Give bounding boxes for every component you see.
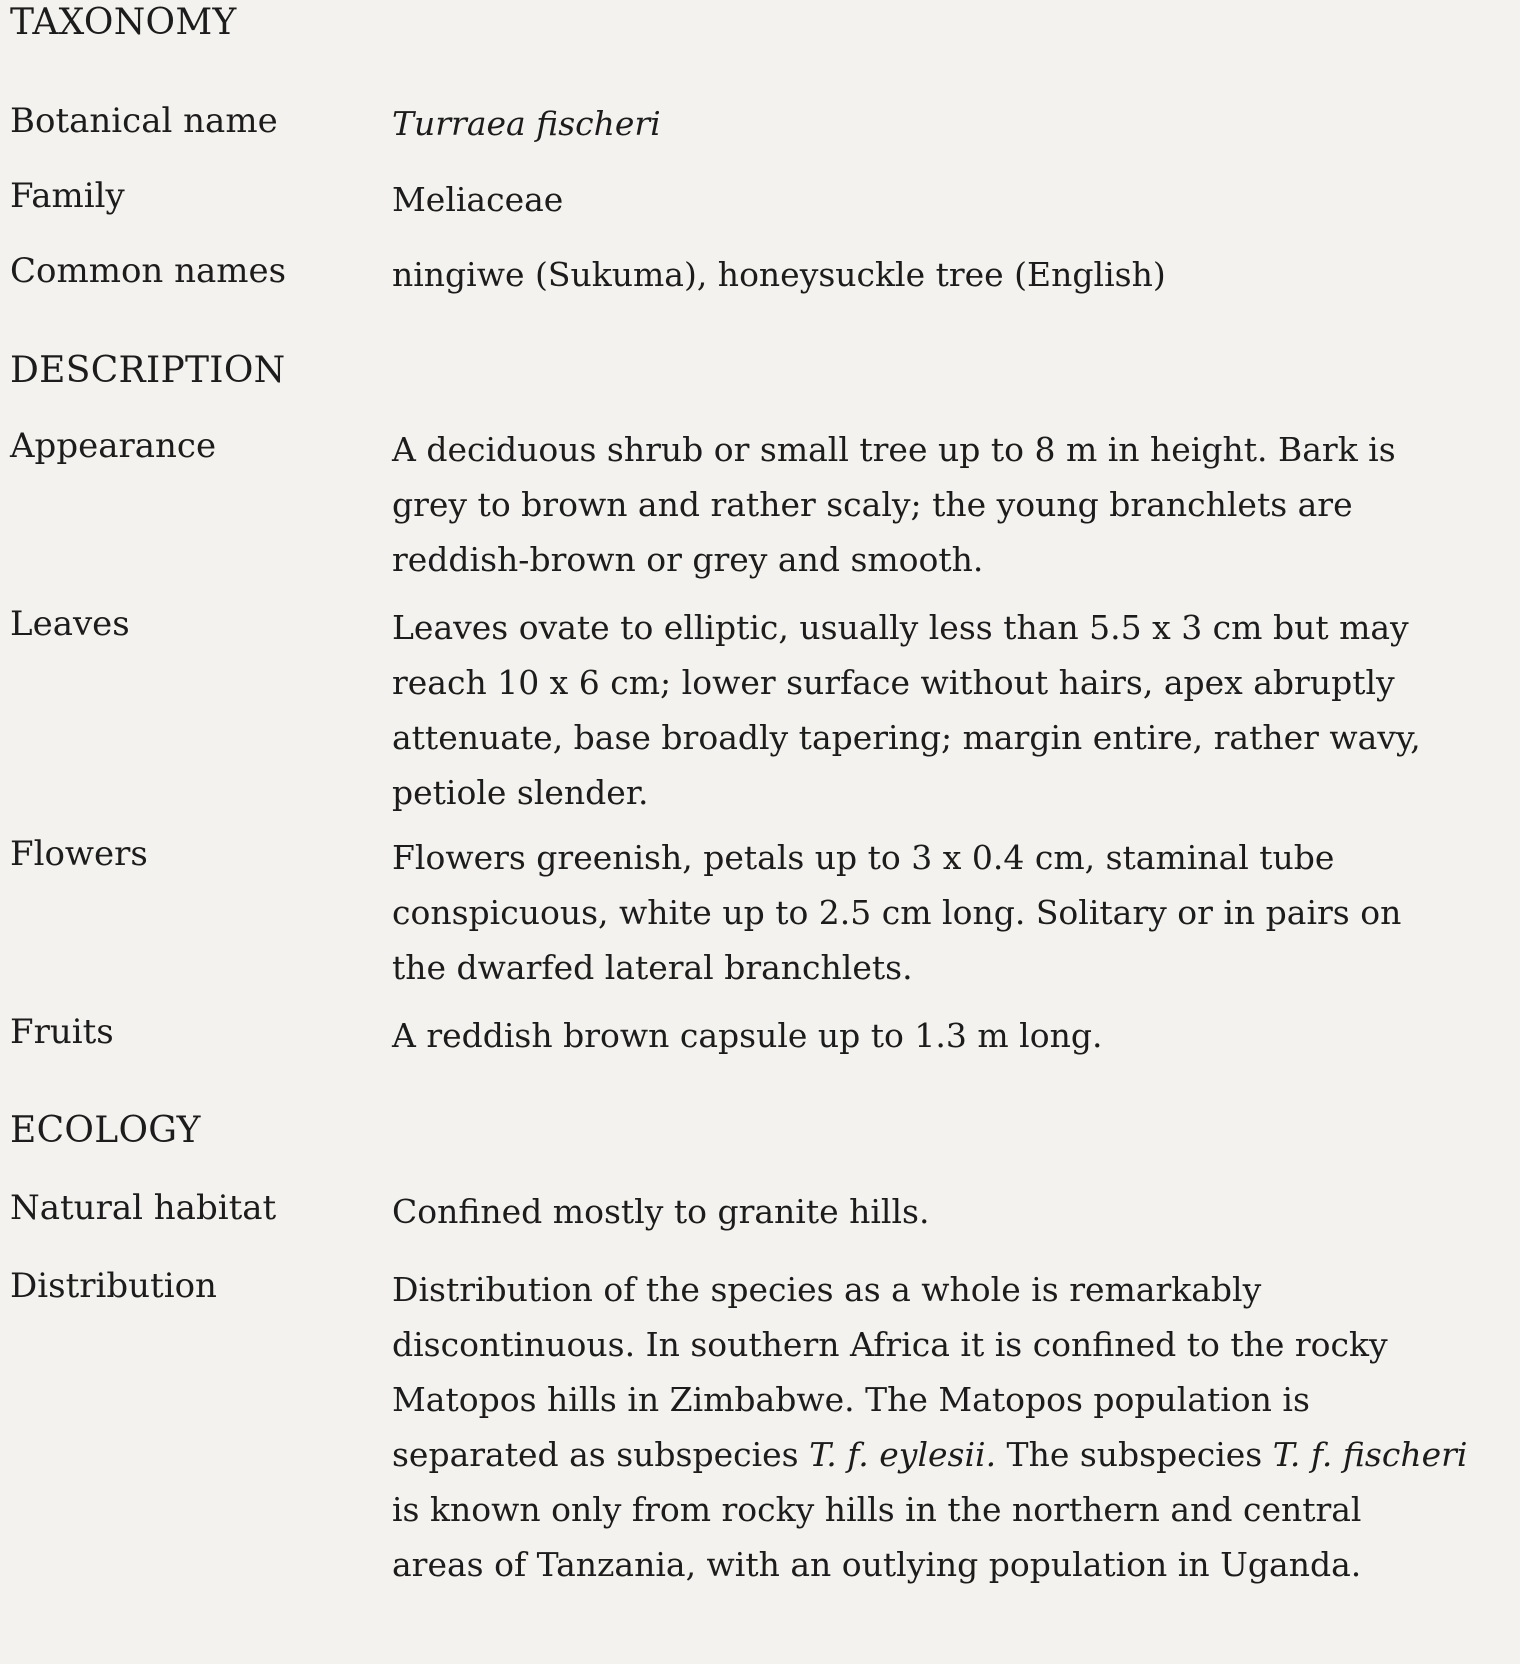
flowers-line: conspicuous, white up to 2.5 cm long. Solitary or in pairs on [392, 893, 1402, 932]
leaves-line: Leaves ovate to elliptic, usually less than 5.5 x 3 cm but may [392, 608, 1409, 647]
distribution-line: areas of Tanzania, with an outlying population in Uganda. [392, 1545, 1362, 1584]
value-appearance [392, 422, 1512, 587]
label-family: Family [10, 176, 125, 216]
value-common-names: ningiwe (Sukuma), honeysuckle tree (English) [392, 255, 1166, 294]
distribution-line: is known only from rocky hills in the northern and central [392, 1490, 1362, 1529]
flowers-line: the dwarfed lateral branchlets. [392, 948, 913, 987]
flowers-line: Flowers greenish, petals up to 3 x 0.4 cm, staminal tube [392, 838, 1335, 877]
label-leaves: Leaves [10, 604, 130, 644]
label-botanical-name: Botanical name [10, 101, 278, 141]
value-family: Meliaceae [392, 180, 564, 219]
appearance-line: grey to brown and rather scaly; the young branchlets are [392, 485, 1353, 524]
section-heading-description: DESCRIPTION [10, 350, 286, 391]
label-natural-habitat: Natural habitat [10, 1188, 277, 1228]
distribution-text: separated as subspecies [392, 1435, 810, 1474]
label-common-names: Common names [10, 251, 287, 291]
subspecies-eylesii: T. f. eylesii. [809, 1435, 997, 1474]
label-distribution: Distribution [10, 1266, 217, 1306]
botanical-name-italic: Turraea fischeri [392, 104, 661, 143]
distribution-line: discontinuous. In southern Africa it is confined to the rocky [392, 1325, 1388, 1364]
section-heading-ecology: ECOLOGY [10, 1110, 201, 1151]
value-natural-habitat: Confined mostly to granite hills. [392, 1192, 930, 1231]
fruits-line: A reddish brown capsule up to 1.3 m long. [392, 1016, 1103, 1055]
appearance-line: reddish-brown or grey and smooth. [392, 540, 984, 579]
label-flowers: Flowers [10, 834, 148, 874]
leaves-line: reach 10 x 6 cm; lower surface without hairs, apex abruptly [392, 663, 1395, 702]
distribution-line: Distribution of the species as a whole is remarkably [392, 1270, 1262, 1309]
distribution-line: Matopos hills in Zimbabwe. The Matopos population is [392, 1380, 1310, 1419]
label-fruits: Fruits [10, 1012, 114, 1052]
value-distribution [392, 1262, 1512, 1592]
subspecies-fischeri: T. f. fischeri [1272, 1435, 1468, 1474]
distribution-line [392, 1427, 1512, 1482]
value-leaves [392, 600, 1512, 820]
value-botanical-name [392, 96, 1512, 151]
value-flowers [392, 830, 1512, 995]
distribution-text: The subspecies [996, 1435, 1273, 1474]
appearance-line: A deciduous shrub or small tree up to 8 m in height. Bark is [392, 430, 1396, 469]
section-heading-taxonomy: TAXONOMY [10, 2, 237, 43]
leaves-line: petiole slender. [392, 773, 649, 812]
leaves-line: attenuate, base broadly tapering; margin entire, rather wavy, [392, 718, 1421, 757]
label-appearance: Appearance [10, 426, 217, 466]
value-fruits [392, 1008, 1512, 1063]
